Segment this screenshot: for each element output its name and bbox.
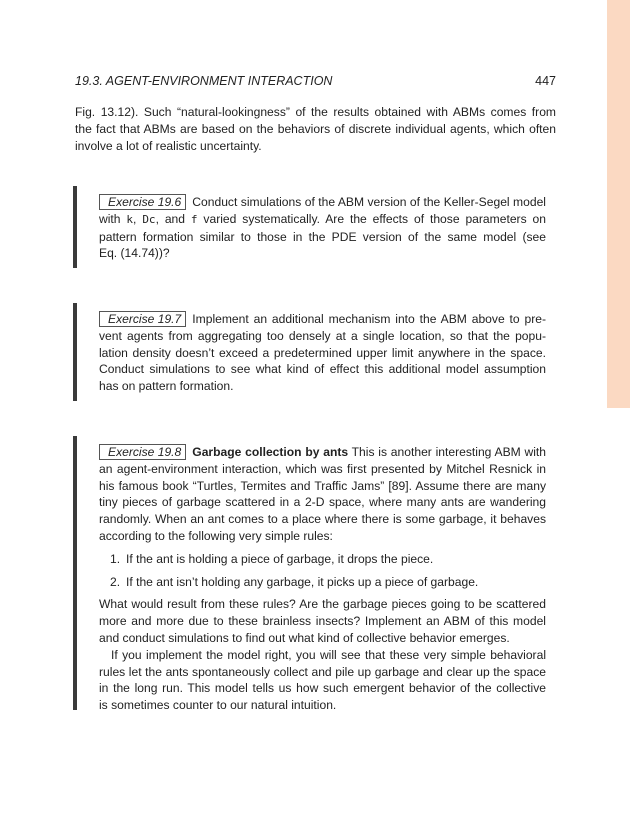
text-line: lation density doesn’t exceed a predetermined upper limit anywhere in the space. [99, 345, 546, 360]
text-run: Conduct simulations of the ABM version of the Keller-Segel model [192, 195, 546, 209]
text-run: varied systematically. Are the effects of those parameters on [197, 211, 546, 226]
text-line: the fact that ABMs are based on the behaviors of discrete individual agents, which often [75, 121, 556, 136]
exercise-19-7 [73, 303, 546, 401]
text-line: involve a lot of realistic uncertainty. [75, 138, 262, 153]
text-run: with [99, 211, 127, 226]
exercise-text [99, 194, 546, 262]
list-text: If the ant isn’t holding any garbage, it picks up a piece of garbage. [126, 574, 479, 589]
list-item [99, 574, 546, 591]
list-item [99, 551, 546, 568]
exercise-19-6 [73, 186, 546, 268]
list-text: If the ant is holding a piece of garbage, it drops the piece. [126, 551, 434, 566]
code-f: f [190, 212, 198, 226]
text-line: rules let the ants spontaneously collect and pile up garbage and clear up the space [99, 664, 546, 679]
text-line: according to the following very simple rules: [99, 528, 333, 543]
text-run: , and [155, 211, 191, 226]
code-k: k [126, 212, 134, 226]
running-header [75, 74, 556, 92]
text-line: pattern formation similar to those in the PDE version of the same model (see [99, 229, 546, 244]
text-line: and conduct simulations to find out what kind of collective behavior emerges. [99, 630, 510, 645]
text-run: Implement an additional mechanism into the ABM above to pre- [192, 312, 546, 326]
exercise-label: Exercise 19.6 [99, 194, 186, 210]
text-run: , [133, 211, 143, 226]
list-number: 2. [110, 574, 121, 589]
exercise-bar [73, 186, 77, 268]
text-line: If you implement the model right, you will see that these very simple behavioral [111, 647, 546, 662]
text-line: Conduct simulations to see what kind of effect this additional model assumption [99, 362, 546, 377]
list-number: 1. [110, 551, 121, 566]
text-line: Eq. (14.74))? [99, 246, 170, 261]
text-line [99, 311, 546, 328]
text-line [99, 194, 546, 211]
intro-paragraph [75, 104, 556, 154]
text-line: has on pattern formation. [99, 379, 234, 394]
text-line: an agent-environment interaction, which was first presented by Mitchel Resnick in [99, 461, 546, 476]
text-line [99, 444, 546, 461]
text-line: vent agents from aggregating too densely at a single location, so that the popu- [99, 328, 546, 343]
exercise-bar [73, 436, 77, 710]
text-line: is sometimes counter to our natural intuition. [99, 698, 337, 713]
text-line: his famous book “Turtles, Termites and Traffic Jams” [89]. Assume there are many [99, 478, 546, 493]
exercise-title: Garbage collection by ants [192, 445, 349, 459]
chapter-side-tab [607, 0, 630, 408]
code-dc: Dc [142, 212, 156, 226]
text-line: in the long run. This model tells us how such emergent behavior of the collective [99, 681, 546, 696]
exercise-text [99, 311, 546, 395]
text-line: randomly. When an ant comes to a place where there is some garbage, it behaves [99, 512, 546, 527]
exercise-label: Exercise 19.8 [99, 444, 186, 460]
exercise-19-8 [73, 436, 546, 713]
page-number: 447 [535, 74, 556, 88]
exercise-label: Exercise 19.7 [99, 311, 186, 327]
text-line [99, 211, 546, 229]
text-line: What would result from these rules? Are the garbage pieces going to be scattered [99, 597, 546, 612]
text-run: This is another interesting ABM with [351, 445, 546, 459]
text-line: tiny pieces of garbage scattered in a 2-D space, where many ants are wandering [99, 495, 546, 510]
text-line: more and more due to these brainless insects? Implement an ABM of this model [99, 614, 546, 629]
exercise-bar [73, 303, 77, 401]
exercise-text [99, 444, 546, 714]
text-line: Fig. 13.12). Such “natural-lookingness” of the results obtained with ABMs comes from [75, 105, 556, 119]
section-title: 19.3. AGENT-ENVIRONMENT INTERACTION [75, 74, 333, 88]
